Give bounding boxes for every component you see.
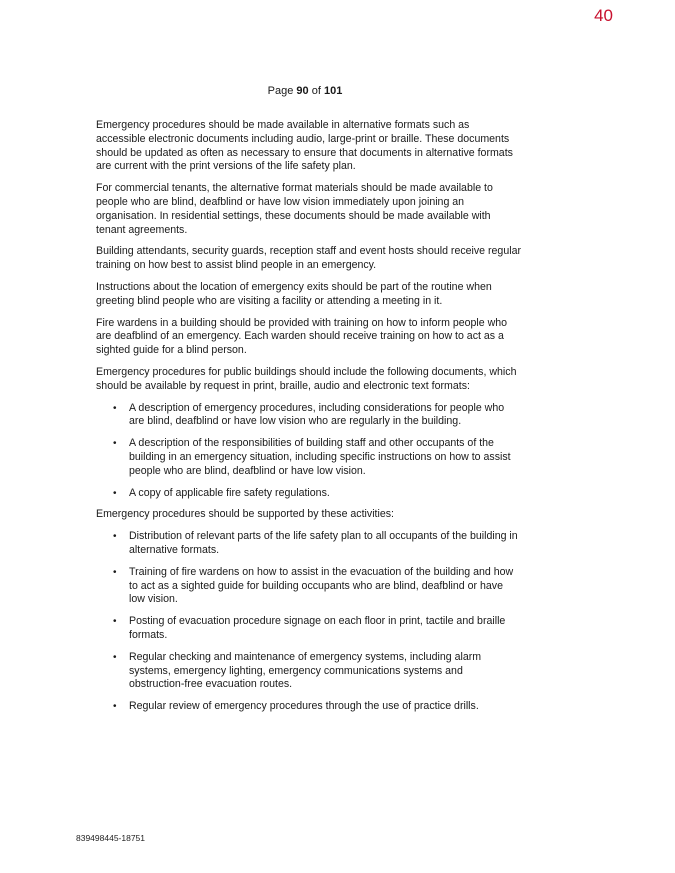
total-page-count: 101: [323, 85, 343, 97]
bullet-icon: •: [113, 531, 117, 543]
list-item: [96, 615, 521, 643]
activities-list: [96, 530, 521, 714]
bullet-icon: •: [113, 402, 117, 414]
document-body: [96, 119, 521, 722]
paragraph-building-attendants: Building attendants, security guards, reception staff and event hosts should receive regular training on how best to assist blind people in an emergency.: [96, 245, 521, 272]
bullet-icon: •: [113, 701, 117, 713]
list-item-text: A description of emergency procedures, including considerations for people who are blind, deafblind or have low vision who are regularly in the building.: [129, 401, 505, 428]
list-item-text: Regular review of emergency procedures through the use of practice drills.: [129, 700, 479, 713]
bullet-icon: •: [113, 438, 117, 450]
list-item-text: A description of the responsibilities of building staff and other occupants of the building in an emergency situation, including specific instructions on how to assist people who are blind, deafblind or have low vision.: [129, 437, 511, 477]
list-item: [96, 530, 521, 558]
list-item: [96, 437, 521, 478]
page-of-label: of: [311, 85, 321, 97]
list-item: [96, 566, 521, 607]
bullet-icon: •: [113, 616, 117, 628]
list-item: [96, 700, 521, 714]
documents-list: [96, 402, 521, 501]
document-id: 839498445-18751: [76, 833, 146, 843]
bullet-icon: •: [113, 566, 117, 578]
page-label: Page: [267, 85, 294, 97]
list-item-text: Distribution of relevant parts of the life safety plan to all occupants of the building in alternative formats.: [129, 530, 518, 556]
paragraph-activities: Emergency procedures should be supported by these activities:: [96, 508, 394, 521]
current-page-number: 90: [296, 85, 309, 97]
paragraph-fire-wardens: Fire wardens in a building should be provided with training on how to inform people who are deafblind of an emergency. Each warden should receive training on how to act as a sighted guide for a blind person.: [96, 316, 508, 357]
paragraph-alternative-formats: Emergency procedures should be made available in alternative formats such as accessible electronic documents including audio, large-print or braille. These documents should be updated as often as necessary to ensure that documents in alternative formats are current with the print versions of the life safety plan.: [96, 119, 513, 173]
page-corner-number: 40: [594, 6, 613, 25]
paragraph-commercial-tenants: For commercial tenants, the alternative format materials should be made available to people who are blind, deafblind or have low vision immediately upon joining an organisation. In residential settings, these documents should be made available with tenant agreements.: [96, 182, 493, 236]
page-header: [0, 85, 610, 97]
list-item: [96, 651, 521, 692]
paragraph-public-buildings: Emergency procedures for public buildings should include the following documents, which should be available by request in print, braille, audio and electronic text formats:: [96, 365, 517, 392]
list-item-text: Training of fire wardens on how to assist in the evacuation of the building and how to act as a sighted guide for building occupants who are blind, deafblind or have low vision.: [129, 565, 514, 606]
list-item-text: Posting of evacuation procedure signage on each floor in print, tactile and braille formats.: [129, 615, 506, 641]
list-item-text: A copy of applicable fire safety regulations.: [129, 486, 330, 499]
bullet-icon: •: [113, 487, 117, 499]
paragraph-emergency-exits: Instructions about the location of emergency exits should be part of the routine when greeting blind people who are visiting a facility or attending a meeting in it.: [96, 280, 492, 307]
list-item-text: Regular checking and maintenance of emergency systems, including alarm systems, emergency lighting, emergency communications systems and obstruction-free evacuation routes.: [129, 650, 482, 691]
list-item: [96, 402, 521, 430]
list-item: [96, 487, 521, 501]
bullet-icon: •: [113, 651, 117, 663]
